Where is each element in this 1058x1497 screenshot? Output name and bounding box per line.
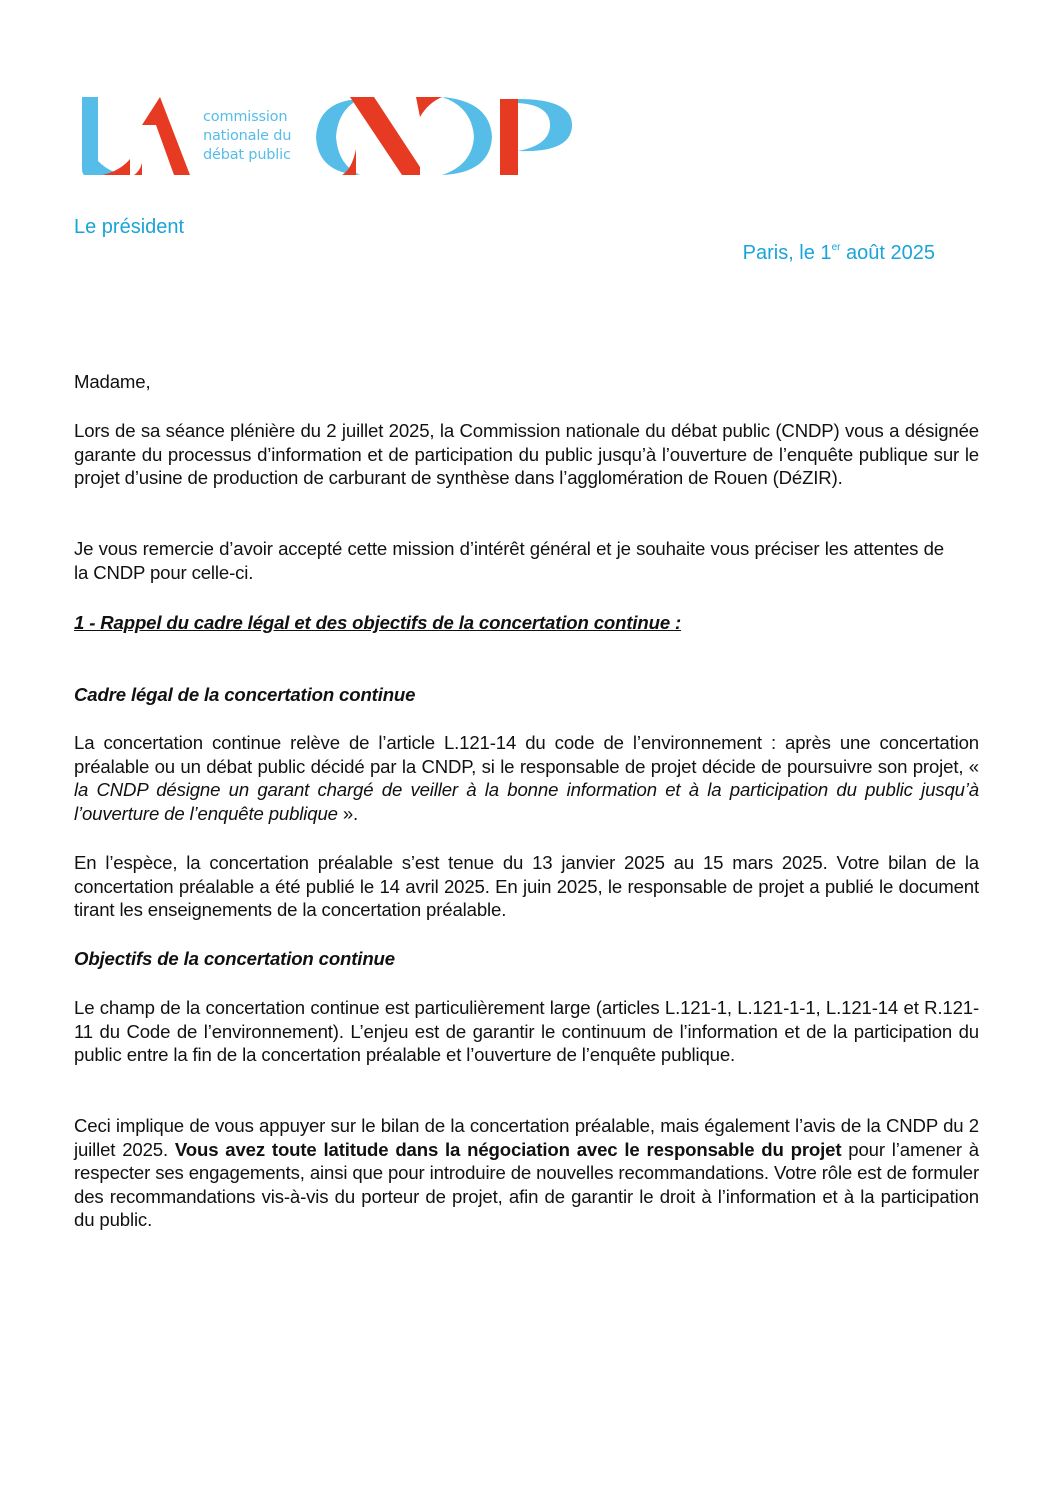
- letter-date: Paris, le 1er août 2025: [742, 242, 935, 264]
- greeting: Madame,: [74, 371, 151, 392]
- subsection-objectives-heading: Objectifs de la concertation continue: [74, 948, 395, 969]
- intro-paragraph-1: Lors de sa séance plénière du 2 juillet 2025, la Commission nationale du débat public (CNDP) vous a désignée garante du processus d’information et de participation du public jusqu’à l’ouverture de l’enquête publique sur le projet d’usine de production de carburant de synthèse dans l’agglomération de Rouen (DéZIR).: [74, 420, 979, 488]
- objectives-paragraph-1: Le champ de la concertation continue est particulièrement large (articles L.121-1, L.121-1-1, L.121-14 et R.121-11 du Code de l’environnement). L’enjeu est de garantir le continuum de l’information et de la participation du public entre la fin de la concertation préalable et l’ouverture de l’enquête publique.: [74, 997, 979, 1065]
- legal-frame-paragraph-1: La concertation continue relève de l’article L.121-14 du code de l’environnement : après une concertation préalable ou un débat public décidé par la CNDP, si le responsable de projet décide de poursuivre son projet, « la CNDP désigne un garant chargé de veiller à la bonne information et à la participation du public jusqu’à l’ouverture de l’enquête publique ».: [74, 732, 979, 824]
- logo-letter-n-icon: [350, 97, 420, 175]
- subsection-legal-frame-heading: Cadre légal de la concertation continue: [74, 684, 416, 705]
- logo-letter-a-icon: [142, 97, 190, 175]
- logo-letter-d-icon: [442, 97, 492, 175]
- cndp-logo: [80, 95, 580, 179]
- sender-title: Le président: [74, 216, 185, 238]
- logo-letter-p-icon: [500, 99, 518, 175]
- emphasis-latitude: Vous avez toute latitude dans la négociation avec le responsable du projet: [174, 1138, 842, 1160]
- org-name: commission nationale du débat public: [203, 109, 292, 163]
- intro-paragraph-2: Je vous remercie d’avoir accepté cette mission d’intérêt général et je souhaite vous préciser les attentes de la CNDP pour celle-ci.: [74, 538, 944, 583]
- objectives-paragraph-2: Ceci implique de vous appuyer sur le bilan de la concertation préalable, mais également l’avis de la CNDP du 2 juillet 2025. Vous avez toute latitude dans la négociation avec le responsable du projet pour l’amener à respecter ses engagements, ainsi que pour introduire de nouvelles recommandations. Votre rôle est de formuler des recommandations vis-à-vis du porteur de projet, afin de garantir le droit à l’information et à la participation du public.: [74, 1115, 979, 1230]
- section-1-heading: 1 - Rappel du cadre légal et des objectifs de la concertation continue :: [74, 612, 682, 633]
- logo-letter-l-icon: [82, 97, 126, 175]
- legal-quote: la CNDP désigne un garant chargé de veiller à la bonne information et à la participation du public jusqu’à l’ouverture de l’enquête publique: [74, 779, 979, 824]
- legal-frame-paragraph-2: En l’espèce, la concertation préalable s’est tenue du 13 janvier 2025 au 15 mars 2025. Votre bilan de la concertation préalable a été publié le 14 avril 2025. En juin 2025, le responsable de projet a publié le document tirant les enseignements de la concertation préalable.: [74, 852, 979, 920]
